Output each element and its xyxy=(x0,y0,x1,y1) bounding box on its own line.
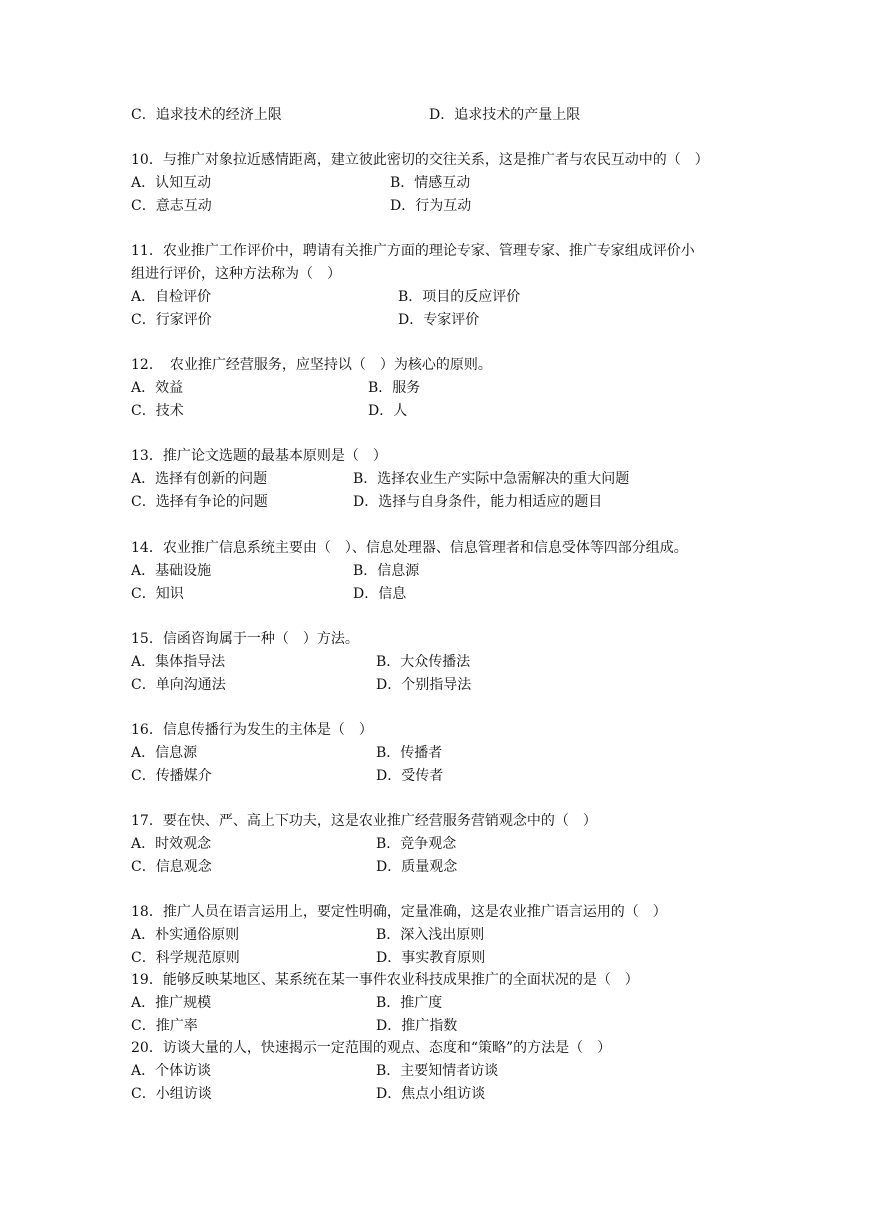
option-b: B．传播者 xyxy=(376,745,443,761)
question-stem-line-1: 11．农业推广工作评价中，聘请有关推广方面的理论专家、管理专家、推广专家组成评价小 xyxy=(131,243,695,259)
option-a: A．认知互动 xyxy=(131,175,212,191)
option-a: A．选择有创新的问题 xyxy=(131,471,268,487)
option-b: B．深入浅出原则 xyxy=(376,927,485,943)
question-18 xyxy=(131,901,831,970)
option-a: A．基础设施 xyxy=(131,563,212,579)
option-c: C．小组访谈 xyxy=(131,1086,212,1102)
question-10 xyxy=(131,149,831,218)
option-a: A．自检评价 xyxy=(131,289,212,305)
question-stem: 18．推广人员在语言运用上，要定性明确，定量准确，这是农业推广语言运用的（ ） xyxy=(131,904,667,920)
question-17 xyxy=(131,810,831,879)
option-d: D．焦点小组访谈 xyxy=(376,1086,486,1102)
option-c: C．单向沟通法 xyxy=(131,677,226,693)
option-b: B．服务 xyxy=(368,380,421,396)
question-13 xyxy=(131,445,831,514)
option-a: A．个体访谈 xyxy=(131,1063,212,1079)
question-14 xyxy=(131,537,831,606)
option-d: D．受传者 xyxy=(376,768,444,784)
option-d: D．推广指数 xyxy=(376,1018,458,1034)
option-d: D．行为互动 xyxy=(390,198,472,214)
question-15 xyxy=(131,628,831,697)
question-stem: 14．农业推广信息系统主要由（ ）、信息处理器、信息管理者和信息受体等四部分组成。 xyxy=(131,540,688,556)
option-c: C．选择有争论的问题 xyxy=(131,494,268,510)
question-stem: 15．信函咨询属于一种（ ）方法。 xyxy=(131,631,359,647)
option-b: B．项目的反应评价 xyxy=(398,289,521,305)
option-c: C．行家评价 xyxy=(131,312,212,328)
question-stem: 10．与推广对象拉近感情距离，建立彼此密切的交往关系，这是推广者与农民互动中的（ ） xyxy=(131,152,709,168)
option-c: C．追求技术的经济上限 xyxy=(131,107,282,123)
question-9 xyxy=(131,104,831,127)
option-b: B．主要知情者访谈 xyxy=(376,1063,499,1079)
question-stem: 13．推广论文选题的最基本原则是（ ） xyxy=(131,448,387,464)
option-d: D．质量观念 xyxy=(376,859,458,875)
option-a: A．时效观念 xyxy=(131,836,212,852)
option-b: B．大众传播法 xyxy=(376,654,471,670)
option-d: D．信息 xyxy=(353,586,407,602)
question-19 xyxy=(131,969,831,1038)
option-a: A．效益 xyxy=(131,380,184,396)
option-a: A．信息源 xyxy=(131,745,198,761)
option-d: D．选择与自身条件，能力相适应的题目 xyxy=(353,494,603,510)
question-20 xyxy=(131,1037,831,1106)
option-b: B．情感互动 xyxy=(390,175,471,191)
question-stem: 12． 农业推广经营服务，应坚持以（ ）为核心的原则。 xyxy=(131,357,492,373)
option-c: C．知识 xyxy=(131,586,184,602)
question-stem: 17．要在快、严、高上下功夫，这是农业推广经营服务营销观念中的（ ） xyxy=(131,813,597,829)
question-11 xyxy=(131,240,831,332)
option-c: C．技术 xyxy=(131,403,184,419)
option-b: B．选择农业生产实际中急需解决的重大问题 xyxy=(353,471,630,487)
question-stem: 19．能够反映某地区、某系统在某一事件农业科技成果推广的全面状况的是（ ） xyxy=(131,972,639,988)
option-c: C．推广率 xyxy=(131,1018,198,1034)
option-d: D．个别指导法 xyxy=(376,677,472,693)
question-12 xyxy=(131,354,831,423)
option-a: A．集体指导法 xyxy=(131,654,226,670)
option-b: B．推广度 xyxy=(376,995,443,1011)
option-c: C．科学规范原则 xyxy=(131,950,240,966)
option-a: A．朴实通俗原则 xyxy=(131,927,240,943)
option-c: C．传播媒介 xyxy=(131,768,212,784)
option-b: B．信息源 xyxy=(353,563,420,579)
option-d: D．追求技术的产量上限 xyxy=(429,107,581,123)
option-c: C．信息观念 xyxy=(131,859,212,875)
option-a: A．推广规模 xyxy=(131,995,212,1011)
option-b: B．竞争观念 xyxy=(376,836,457,852)
question-stem: 16．信息传播行为发生的主体是（ ） xyxy=(131,722,373,738)
question-stem-line-2: 组进行评价，这种方法称为（ ） xyxy=(131,266,341,282)
option-d: D．人 xyxy=(368,403,408,419)
question-16 xyxy=(131,719,831,788)
option-c: C．意志互动 xyxy=(131,198,212,214)
option-d: D．事实教育原则 xyxy=(376,950,486,966)
question-stem: 20．访谈大量的人，快速揭示一定范围的观点、态度和“策略”的方法是（ ） xyxy=(131,1040,612,1056)
option-d: D．专家评价 xyxy=(398,312,480,328)
